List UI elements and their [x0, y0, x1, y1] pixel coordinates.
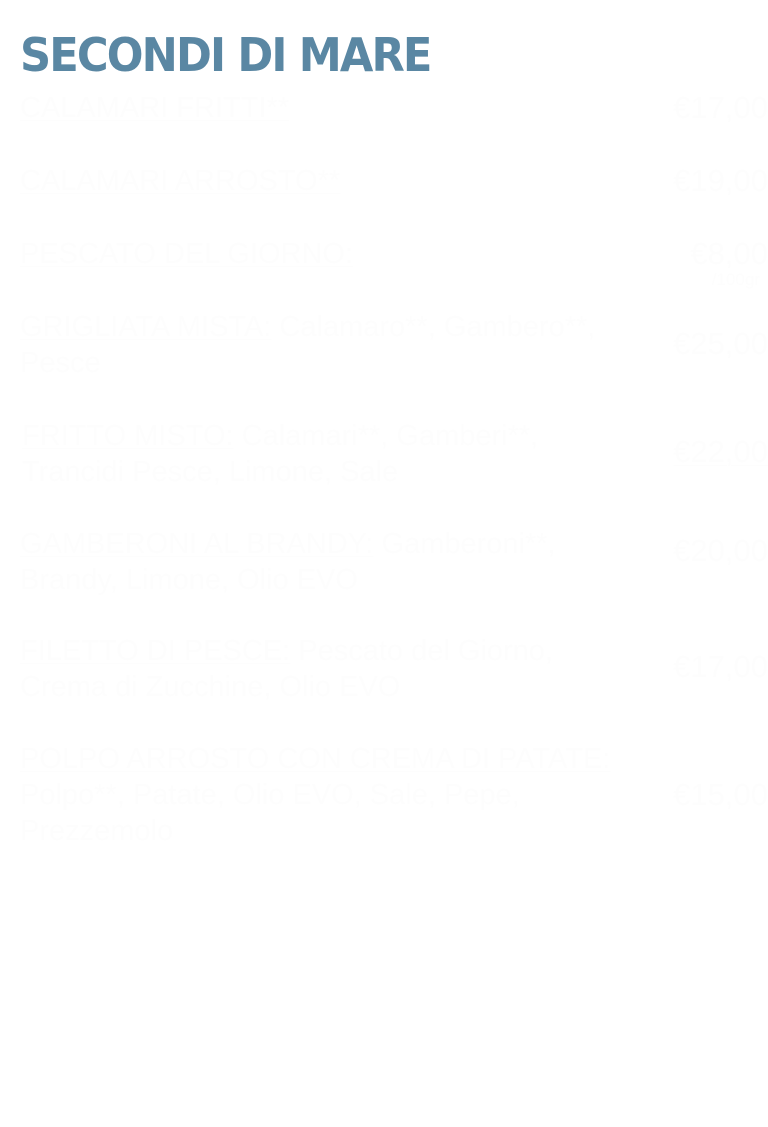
- item-description: Pescato del Giorno, Crema di Zucchine, Olio EVO: [20, 635, 553, 703]
- item-price: €8,00: [690, 236, 768, 271]
- item-description: Polpo**, Patate, Olio EVO, Sale, Pepe, Prezzemolo: [20, 779, 520, 847]
- item-price: €22,00: [673, 434, 768, 469]
- item-description: Calamari**, Gamberi**, Trancidi Pesce, Limone, Sale: [22, 420, 539, 488]
- item-name[interactable]: FRITTO MISTO:: [22, 420, 234, 452]
- item-name[interactable]: CALAMARI ARROSTO**: [20, 165, 341, 197]
- menu-item: [20, 236, 768, 292]
- item-price: €15,00: [673, 777, 768, 812]
- item-name[interactable]: FILETTO DI PESCE:: [20, 635, 291, 667]
- item-price: €17,00: [673, 649, 768, 684]
- item-price: €17,00: [673, 90, 768, 125]
- item-price: €19,00: [673, 163, 768, 198]
- menu-item: [20, 526, 768, 602]
- item-name[interactable]: GRIGLIATA MISTA:: [20, 311, 272, 343]
- item-name[interactable]: CALAMARI FRITTI**: [20, 92, 290, 124]
- item-price-unit: /100gr: [711, 270, 760, 289]
- menu-item: [20, 633, 768, 709]
- menu-item: [20, 741, 768, 853]
- item-description: Gamberoni**, Brandy, Limone, Olio EVO: [20, 528, 556, 596]
- item-description: Calamaro**, Gambero**, Pesce: [20, 311, 596, 379]
- menu-item: [20, 309, 768, 385]
- section-title: SECONDI DI MARE: [20, 28, 431, 82]
- menu-item: [20, 163, 768, 203]
- item-name[interactable]: GAMBERONI AL BRANDY:: [20, 528, 374, 560]
- item-price: €25,00: [673, 326, 768, 361]
- item-name[interactable]: PESCATO DEL GIORNO:: [20, 238, 354, 270]
- menu-item: [20, 90, 768, 130]
- item-price: €20,00: [673, 533, 768, 568]
- item-name[interactable]: POLPO ARROSTO CON CREMA DI PATATE:: [20, 743, 611, 775]
- menu-item: [22, 418, 768, 494]
